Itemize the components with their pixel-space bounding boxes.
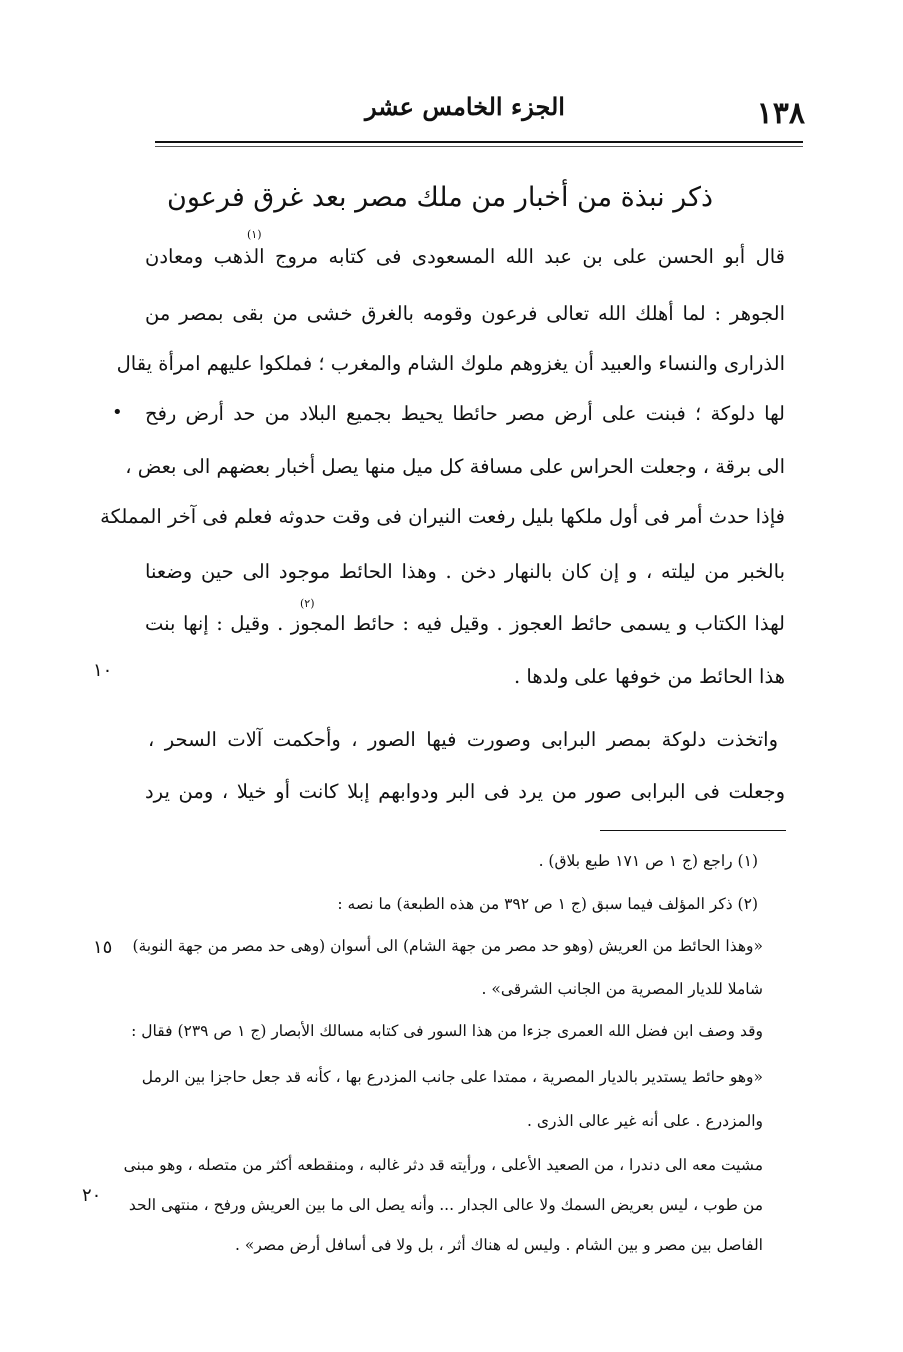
- section-heading: ذكر نبذة من أخبار من ملك مصر بعد غرق فرعون: [167, 182, 713, 213]
- margin-line-number-20: ٢٠: [82, 1185, 102, 1206]
- margin-line-number-15: ١٥: [93, 937, 113, 958]
- body-line-8: لهذا الكتاب و يسمى حائط العجوز . وقيل فيه : حائط المجوز . وقيل : إنها بنت: [145, 612, 785, 635]
- body-para2-line-2: وجعلت فى البرابى صور من يرد فى البر ودوابهم إبلا كانت أو خيلا ، ومن يرد: [145, 780, 785, 803]
- footnote-2-line-3: وقد وصف ابن فضل الله العمرى جزءا من هذا السور فى كتابه مسالك الأبصار (ج ١ ص ٢٣٩) فقال :: [131, 1022, 763, 1040]
- body-line-2: الجوهر : لما أهلك الله تعالى فرعون وقومه بالغرق خشى من بقى بمصر من: [145, 302, 785, 325]
- footnote-2-line-6: مشيت معه الى دندرا ، من الصعيد الأعلى ، ورأيته قد دثر غالبه ، ومنقطعه أكثر من متصله ، وهو مبنى: [123, 1156, 763, 1174]
- page-number: ١٣٨: [756, 96, 805, 131]
- footnote-2-line-5: والمزدرع . على أنه غير عالى الذرى .: [527, 1112, 763, 1130]
- body-line-6: فإذا حدث أمر فى أول ملكها بليل رفعت النيران فى وقت حدوثه فعلم فى آخر المملكة: [100, 505, 785, 528]
- footnote-1: (١) راجع (ج ١ ص ١٧١ طبع بلاق) .: [538, 852, 758, 870]
- footnote-marker-1: (١): [247, 228, 262, 241]
- body-para2-line-1: واتخذت دلوكة بمصر البرابى وصورت فيها الصور ، وأحكمت آلات السحر ،: [148, 728, 778, 751]
- footnote-2: (٢) ذكر المؤلف فيما سبق (ج ١ ص ٣٩٢ من هذه الطبعة) ما نصه :: [337, 895, 758, 913]
- margin-line-number-10: ١٠: [93, 660, 113, 681]
- margin-bullet: •: [112, 402, 123, 423]
- footnote-2-quote-line-2: شاملا للديار المصرية من الجانب الشرقى» .: [481, 980, 763, 998]
- footnote-marker-2: (٢): [300, 597, 315, 610]
- body-line-4: لها دلوكة ؛ فبنت على أرض مصر حائطا يحيط بجميع البلاد من حد أرض رفح: [145, 402, 785, 425]
- body-line-7: بالخبر من ليلته ، و إن كان بالنهار دخن . وهذا الحائط موجود الى حين وضعنا: [145, 560, 785, 583]
- header-rule-thin: [155, 146, 803, 147]
- body-line-3: الذرارى والنساء والعبيد أن يغزوهم ملوك الشام والمغرب ؛ فملكوا عليهم امرأة يقال: [116, 352, 785, 375]
- body-line-5: الى برقة ، وجعلت الحراس على مسافة كل ميل منها يصل أخبار بعضهم الى بعض ،: [125, 455, 785, 478]
- footnote-separator: [600, 830, 786, 831]
- body-line-9: هذا الحائط من خوفها على ولدها .: [514, 665, 785, 688]
- footnote-2-line-8: الفاصل بين مصر و بين الشام . وليس له هناك أثر ، بل ولا فى أسافل أرض مصر» .: [235, 1236, 763, 1254]
- footnote-2-line-7: من طوب ، ليس بعريض السمك ولا عالى الجدار ... وأنه يصل الى ما بين العريش ورفح ، منتهى الحد: [128, 1196, 763, 1214]
- body-line-1: قال أبو الحسن على بن عبد الله المسعودى فى كتابه مروج الذهب ومعادن: [145, 245, 785, 268]
- header-rule: [155, 141, 803, 143]
- running-header-title: الجزء الخامس عشر: [365, 92, 565, 121]
- footnote-2-quote-line-1: «وهذا الحائط من العريش (وهو حد مصر من جهة الشام) الى أسوان (وهى حد مصر من جهة النوبة): [132, 937, 763, 955]
- footnote-2-line-4: «وهو حائط يستدير بالديار المصرية ، ممتدا على جانب المزدرع بها ، كأنه قد جعل حاجزا بين الرمل: [141, 1068, 763, 1086]
